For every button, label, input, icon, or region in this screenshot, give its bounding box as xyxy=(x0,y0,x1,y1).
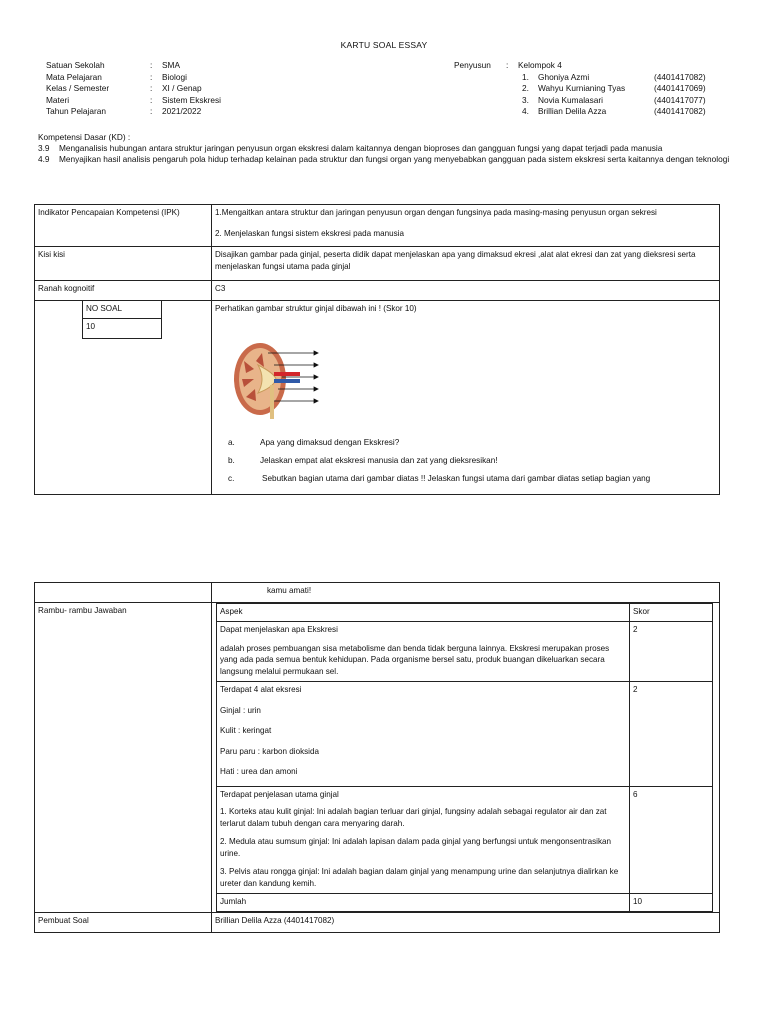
question-continuation xyxy=(212,583,720,603)
ureter xyxy=(270,385,274,419)
renal-vein xyxy=(274,379,300,383)
kd-number: 4.9 xyxy=(38,154,50,164)
member-no: 4. xyxy=(522,106,529,117)
question-letter: a. xyxy=(228,438,235,447)
rubric-title: Terdapat 4 alat eksresi xyxy=(220,685,302,694)
question-text: Sebutkan bagian utama dari gambar diatas !! Jelaskan fungsi utama dari gambar diatas setiap bagian yang xyxy=(262,474,651,483)
ipk-label: Indikator Pencapaian Kompetensi (IPK) xyxy=(35,205,212,247)
member-no: 1. xyxy=(522,71,529,82)
meta-value: 2021/2022 xyxy=(162,106,202,117)
rubric-score: 6 xyxy=(630,786,713,894)
answer-cell xyxy=(212,603,720,913)
question-text: Jelaskan empat alat ekskresi manusia dan zat yang dieksresikan! xyxy=(260,456,498,465)
ipk-cell xyxy=(212,205,720,247)
empty-cell xyxy=(35,583,212,603)
maker-row xyxy=(35,913,720,933)
meta-value: XI / Genap xyxy=(162,83,202,94)
ranah-value: C3 xyxy=(212,281,720,301)
no-soal-label: NO SOAL xyxy=(83,301,162,319)
member-name: Wahyu Kurnianing Tyas xyxy=(538,83,626,94)
rubric-title: Terdapat penjelasan utama ginjal xyxy=(220,789,339,799)
kisi-row xyxy=(35,247,720,281)
answer-label: Rambu- rambu Jawaban xyxy=(35,603,212,913)
rubric-header xyxy=(217,604,713,622)
question-text: Apa yang dimaksud dengan Ekskresi? xyxy=(260,438,400,447)
kd-item xyxy=(38,154,738,165)
rubric-title: Dapat menjelaskan apa Ekskresi xyxy=(220,625,338,634)
ranah-label: Ranah kognoitif xyxy=(35,281,212,301)
kd-number: 3.9 xyxy=(38,143,50,153)
penyusun-value: Kelompok 4 xyxy=(518,60,562,70)
rubric-line: Paru paru : karbon dioksida xyxy=(220,746,319,756)
penyusun-colon: : xyxy=(506,60,509,70)
member-row xyxy=(0,83,768,95)
penyusun-label: Penyusun xyxy=(454,60,491,70)
page-title: KARTU SOAL ESSAY xyxy=(340,40,428,50)
member-id: (4401417082) xyxy=(654,106,706,117)
kd-heading: Kompetensi Dasar (KD) : xyxy=(38,132,131,142)
question-card-table xyxy=(34,204,720,495)
meta-colon: : xyxy=(150,106,153,117)
kd-item xyxy=(38,143,738,154)
question-letter: c. xyxy=(228,474,235,483)
rubric-aspect xyxy=(217,682,630,787)
question-item xyxy=(228,455,688,473)
meta-key: Tahun Pelajaran xyxy=(46,106,106,117)
maker-label: Pembuat Soal xyxy=(35,913,212,933)
total-score: 10 xyxy=(630,894,713,912)
total-label: Jumlah xyxy=(217,894,630,912)
meta-key: Satuan Sekolah xyxy=(46,60,105,70)
ranah-row xyxy=(35,281,720,301)
meta-key: Materi xyxy=(46,94,70,105)
rubric-line: Hati : urea dan amoni xyxy=(220,767,298,776)
member-name: Brillian Delila Azza xyxy=(538,106,607,117)
member-id: (4401417082) xyxy=(654,71,706,82)
kisi-label: Kisi kisi xyxy=(35,247,212,281)
question-cont-text: kamu amati! xyxy=(267,586,312,595)
member-no: 2. xyxy=(522,83,529,94)
question-item xyxy=(228,437,688,455)
answer-card-table xyxy=(34,582,720,933)
question-cont-row xyxy=(35,583,720,603)
member-no: 3. xyxy=(522,94,529,105)
meta-value: Biologi xyxy=(162,71,187,82)
member-id: (4401417077) xyxy=(654,94,706,105)
meta-key: Kelas / Semester xyxy=(46,83,110,94)
meta-colon: : xyxy=(150,94,153,105)
rubric-aspect xyxy=(217,622,630,682)
ipk-item: 2. Menjelaskan fungsi sistem ekskresi pada manusia xyxy=(215,228,404,238)
member-row xyxy=(0,106,768,118)
rubric-row xyxy=(217,786,713,894)
rubric-score: 2 xyxy=(630,622,713,682)
question-cell xyxy=(212,301,720,495)
rubric-line: adalah proses pembuangan sisa metabolisme dan benda tidak berguna lainnya. Ekskresi merupakan proses yang ada pada semua bentuk kehidupan. Pada organisme bersel satu, produk buangan dikeluarkan secara langsung melalui permukaan sel. xyxy=(220,643,610,676)
question-list xyxy=(228,437,688,491)
maker-value: Brillian Delila Azza (4401417082) xyxy=(212,913,720,933)
aspek-header: Aspek xyxy=(217,604,630,622)
rubric-row xyxy=(217,622,713,682)
penyusun-block xyxy=(0,60,768,122)
rubric-row xyxy=(217,682,713,787)
member-row xyxy=(0,72,768,84)
rubric-aspect xyxy=(217,786,630,894)
answer-row xyxy=(35,603,720,913)
question-item xyxy=(228,473,688,491)
meta-value: Sistem Ekskresi xyxy=(162,94,222,105)
rubric-line: 2. Medula atau sumsum ginjal: Ini adalah lapisan dalam pada ginjal yang berfungsi untuk mengonsentrasikan urine. xyxy=(220,837,611,858)
renal-artery xyxy=(274,372,300,376)
kd-text: Menganalisis hubungan antara struktur jaringan penyusun organ ekskresi dalam kaitannya dengan bioproses dan gangguan fungsi yang dapat terjadi pada manusia xyxy=(59,143,663,153)
rubric-line: 1. Korteks atau kulit ginjal: Ini adalah bagian terluar dari ginjal, fungsiny adalah sebagai regulator air dan zat terlarut dalam tubuh dengan cara menyaring darah. xyxy=(220,807,607,828)
ipk-item: 1.Mengaitkan antara struktur dan jaringan penyusun organ dengan fungsinya pada masing-masing penyusun organ sekresi xyxy=(215,208,657,217)
member-id: (4401417069) xyxy=(654,83,706,94)
rubric-line: Ginjal : urin xyxy=(220,705,261,715)
kisi-text: Disajikan gambar pada ginjal, peserta didik dapat menjelaskan apa yang dimaksud ekresi ,alat alat ekresi dan zat yang dieksresi serta menjelaskan fungsi utama pada ginjal xyxy=(212,247,720,281)
skor-header: Skor xyxy=(630,604,713,622)
member-row xyxy=(0,95,768,107)
no-soal-table xyxy=(82,301,162,339)
meta-value: SMA xyxy=(162,60,180,70)
question-row xyxy=(35,301,720,495)
kompetensi-dasar xyxy=(38,132,738,165)
rubric-line: Kulit : keringat xyxy=(220,726,272,735)
member-name: Novia Kumalasari xyxy=(538,94,604,105)
meta-colon: : xyxy=(150,83,153,94)
question-intro: Perhatikan gambar struktur ginjal dibawah ini ! (Skor 10) xyxy=(215,304,417,313)
question-letter: b. xyxy=(228,456,235,465)
rubric-line: 3. Pelvis atau rongga ginjal: Ini adalah bagian dalam ginjal yang menampung urine dan selanjutnya dialirkan ke ureter dan kandung kemih. xyxy=(220,867,619,888)
kd-text: Menyajikan hasil analisis pengaruh pola hidup terhadap kelainan pada struktur dan fungsi organ yang menyebabkan gangguan pada sistem ekskresi serta kaitannya dengan teknologi xyxy=(59,154,730,164)
penyusun-row xyxy=(0,60,768,72)
rubric-score: 2 xyxy=(630,682,713,787)
meta-key: Mata Pelajaran xyxy=(46,71,102,82)
member-name: Ghoniya Azmi xyxy=(538,71,590,82)
rubric-table xyxy=(216,603,713,912)
meta-colon: : xyxy=(150,71,153,82)
kidney-image xyxy=(222,339,322,421)
ipk-row xyxy=(35,205,720,247)
no-soal-cell xyxy=(35,301,212,495)
meta-colon: : xyxy=(150,60,153,70)
rubric-total-row xyxy=(217,894,713,912)
no-soal-value: 10 xyxy=(83,319,162,339)
